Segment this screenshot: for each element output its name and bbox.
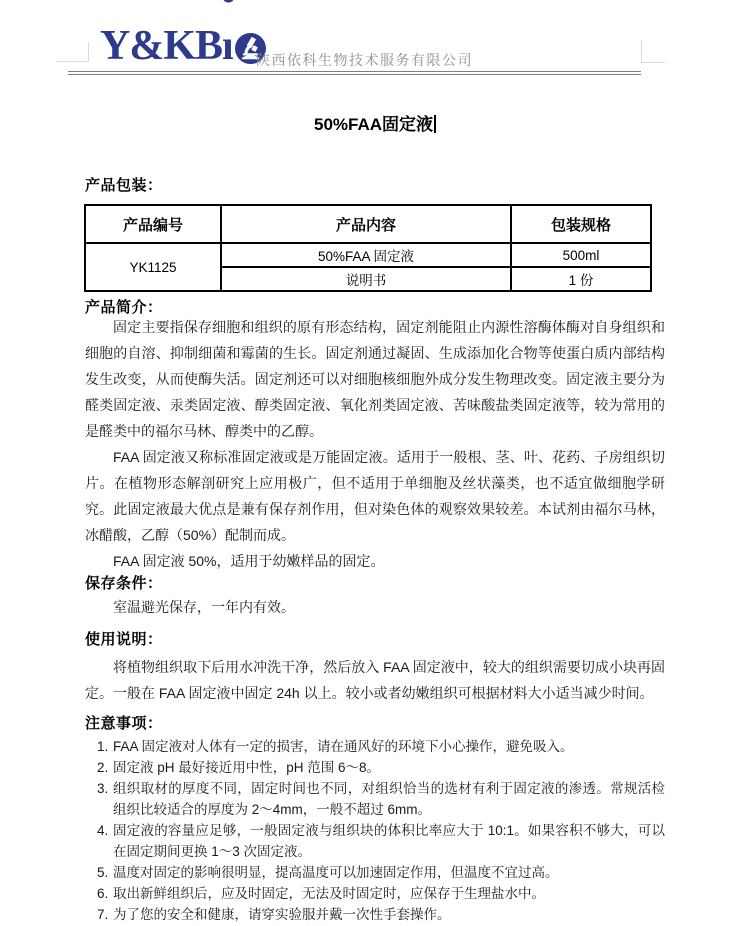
usage-text: 将植物组织取下后用水冲洗干净，然后放入 FAA 固定液中，较大的组织需要切成小块再固定。一般在 FAA 固定液中固定 24h 以上。较小或者幼嫩组织可根据材料大小适当减少时间。 [85,659,665,701]
droplet-icon [223,0,234,3]
cell-content-2: 说明书 [221,267,511,291]
logo-letter-i: ı [222,26,233,66]
col-header-product-content: 产品内容 [221,205,511,243]
col-header-package-spec: 包装规格 [511,205,651,243]
crop-mark-right [641,40,665,63]
note-item: 1. FAA 固定液对人体有一定的损害，请在通风好的环境下小心操作，避免吸入。 [112,736,665,757]
intro-paragraph-3: FAA 固定液 50%，适用于幼嫩样品的固定。 [113,553,385,569]
notes-list [85,736,665,925]
intro-paragraph-2: FAA 固定液又称标准固定液或是万能固定液。适用于一般根、茎、叶、花药、子房组织切片。在植物形态解剖研究上应用极广，但不适用于单细胞及丝状藻类，也不适宜做细胞学研究。此固定液最大优点是兼有保存剂作用，但对染色体的观察效果较差。本试剂由福尔马林，冰醋酸，乙醇（50%）配制而成。 [85,449,665,543]
section-heading-usage: 使用说明： [85,631,163,648]
note-item: 7. 为了您的安全和健康，请穿实验服并戴一次性手套操作。 [112,904,665,925]
crop-mark-left [57,42,89,62]
note-item: 4. 固定液的容量应足够，一般固定液与组织块的体积比率应大于 10:1。如果容积不够大，可以在固定期间更换 1～3 次固定液。 [112,820,665,862]
section-heading-packaging: 产品包装： [85,177,163,194]
note-item: 6. 取出新鲜组织后，应及时固定，无法及时固定时，应保存于生理盐水中。 [112,883,665,904]
intro-paragraph-1: 固定主要指保存细胞和组织的原有形态结构，固定剂能阻止内源性溶酶体酶对自身组织和细胞的自溶、抑制细菌和霉菌的生长。固定剂通过凝固、生成添加化合物等使蛋白质内部结构发生改变，从而使酶失活。固定剂还可以对细胞核细胞外成分发生物理改变。固定液主要分为醛类固定液、汞类固定液、醇类固定液、氧化剂类固定液、苦味酸盐类固定液等，较为常用的是醛类中的福尔马林、醇类中的乙醇。 [85,319,665,439]
section-heading-storage: 保存条件： [85,575,163,592]
company-name: 陕西依科生物技术服务有限公司 [256,52,473,68]
header-divider [68,71,641,75]
cell-spec-1: 500ml [511,243,651,267]
document-title [85,114,665,136]
logo-text: Y&KB [100,23,222,69]
note-item: 2. 固定液 pH 最好接近用中性，pH 范围 6～8。 [112,757,665,778]
packaging-table [84,204,652,292]
table-row [85,243,651,267]
cell-content-1: 50%FAA 固定液 [221,243,511,267]
col-header-product-id: 产品编号 [85,205,221,243]
company-logo [100,23,266,69]
note-item: 3. 组织取材的厚度不同，固定时间也不同，对组织恰当的选材有利于固定液的渗透。常规活检组织比较适合的厚度为 2～4mm，一般不超过 6mm。 [112,778,665,820]
cell-product-id: YK1125 [85,243,221,291]
cell-spec-2: 1 份 [511,267,651,291]
storage-text: 室温避光保存，一年内有效。 [113,599,295,615]
document-body [85,100,665,925]
document-title-text: 50%FAA固定液 [313,115,434,134]
text-cursor [434,115,436,133]
table-header-row [85,205,651,243]
section-heading-notes: 注意事项： [85,715,163,732]
section-heading-intro: 产品简介： [85,299,163,316]
note-item: 5. 温度对固定的影响很明显，提高温度可以加速固定作用，但温度不宜过高。 [112,862,665,883]
